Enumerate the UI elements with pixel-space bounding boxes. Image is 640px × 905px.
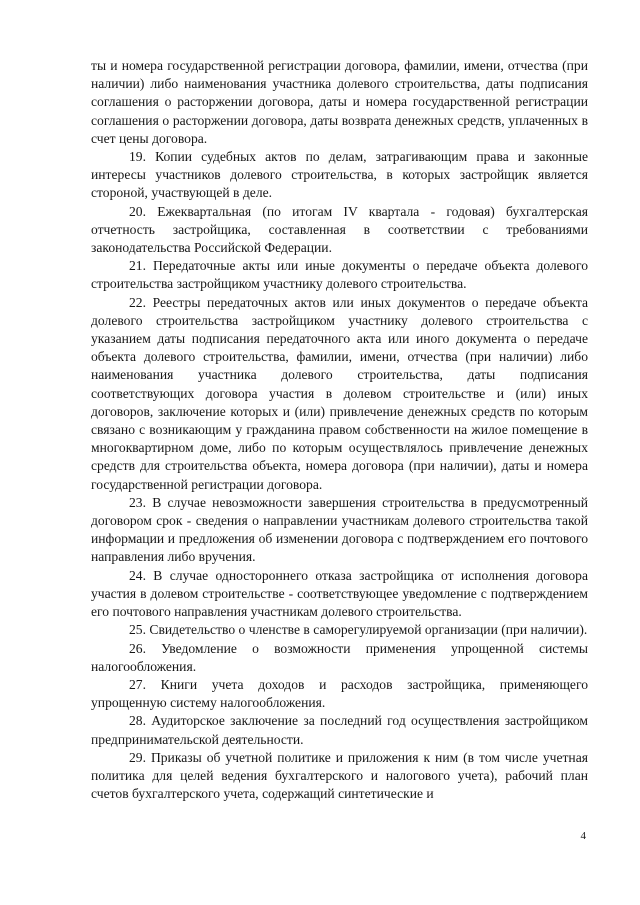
paragraph-item-22: 22. Реестры передаточных актов или иных документов о передаче объекта долевого строительства застройщиком участнику долевого строительства с указанием даты подписания передаточного акта или иного документа о передаче объекта долевого строительства, фамилии, имени, отчества (при наличии) либо наименования участника долевого строительства, даты подписания соответствующих договора участия в долевом строительстве и (или) иных договоров, заключение которых и (или) привлечение денежных средств по которым связано с возникающим у гражданина правом собственности на жилое помещение в многоквартирном доме, либо по которым осуществлялось привлечение денежных средств для строительства объекта, номера договора (при наличии), даты и номера государственной регистрации договора. <box>91 294 588 492</box>
paragraph-item-27: 27. Книги учета доходов и расходов застройщика, применяющего упрощенную систему налогообложения. <box>91 676 588 711</box>
document-body <box>91 57 588 803</box>
paragraph-item-28: 28. Аудиторское заключение за последний год осуществления застройщиком предпринимательской деятельности. <box>91 713 588 747</box>
paragraph-item-20: 20. Ежеквартальная (по итогам IV квартала - годовая) бухгалтерская отчетность застройщика, составленная в соответствии с требованиями законодательства Российской Федерации. <box>91 203 588 256</box>
paragraph-item-19: 19. Копии судебных актов по делам, затрагивающим права и законные интересы участников долевого строительства, в которых застройщик является стороной, участвующей в деле. <box>91 149 588 201</box>
paragraph-item-26: 26. Уведомление о возможности применения упрощенной системы налогообложения. <box>91 640 588 674</box>
paragraph-item-23: 23. В случае невозможности завершения строительства в предусмотренный договором срок - сведения о направлении участникам долевого строительства такой информации и предложения об изменении договора с подтверждением его почтового направления либо вручения. <box>91 494 588 565</box>
paragraph-item-21: 21. Передаточные акты или иные документы о передаче объекта долевого строительства застройщиком участнику долевого строительства. <box>91 258 588 292</box>
paragraph-item-29: 29. Приказы об учетной политике и приложения к ним (в том числе учетная политика для целей ведения бухгалтерского и налогового учета), рабочий план счетов бухгалтерского учета, содержащий синтетические и <box>91 749 588 802</box>
paragraph-item-25: 25. Свидетельство о членстве в саморегулируемой организации (при наличии). <box>129 622 588 638</box>
page-number: 4 <box>580 830 586 842</box>
paragraph-continuation: ты и номера государственной регистрации договора, фамилии, имени, отчества (при наличии) либо наименования участника долевого строительства, даты подписания соглашения о расторжении договора, даты и номера государственной регистрации соглашения о расторжении договора, даты возврата денежных средств, уплаченных в счет цены договора. <box>91 58 588 146</box>
paragraph-item-24: 24. В случае одностороннего отказа застройщика от исполнения договора участия в долевом строительстве - соответствующее уведомление с подтверждением его почтового направления участникам долевого строительства. <box>91 567 588 620</box>
